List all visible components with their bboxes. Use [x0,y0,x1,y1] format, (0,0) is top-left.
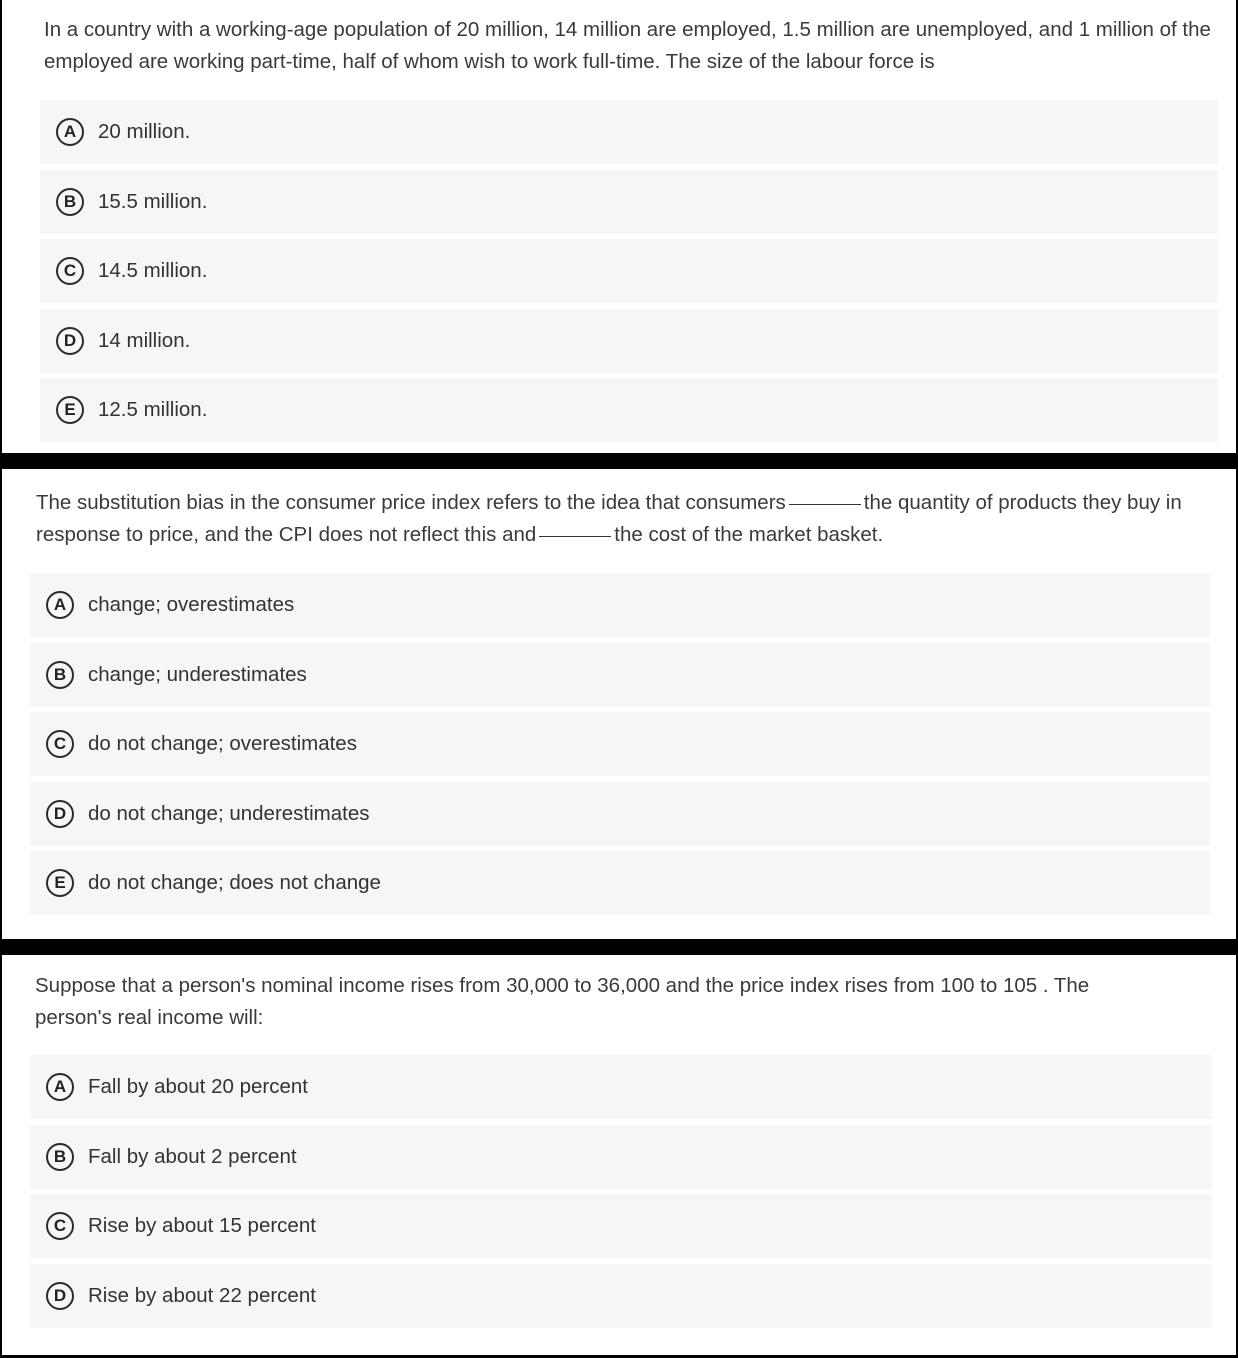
question-1-text: In a country with a working-age population of 20 million, 14 million are employed, 1.5 million are unemployed, and 1 million of the employed are working part-time, half of whom wish to work full-time. The size of the labour force is [44,18,1211,73]
option-q3-d[interactable] [30,1264,1212,1328]
option-letter-badge: D [46,1282,74,1310]
option-q2-c[interactable] [30,712,1210,776]
blank-line [789,504,861,505]
option-label: do not change; does not change [88,871,381,894]
option-letter-badge: A [56,118,84,146]
option-letter-badge: D [46,800,74,828]
option-letter-badge: A [46,591,74,619]
question-2-text-part-1: The substitution bias in the consumer price index refers to the idea that consumers [36,491,786,514]
option-q2-d[interactable] [30,782,1210,846]
option-q3-a[interactable] [30,1055,1212,1119]
option-letter-badge: E [56,396,84,424]
question-panel-1 [0,0,1238,453]
option-q1-c[interactable] [40,239,1218,303]
option-label: Rise by about 22 percent [88,1284,316,1307]
option-letter-badge: B [56,188,84,216]
question-2-text [36,487,1211,551]
option-label: 20 million. [98,120,191,143]
option-q3-c[interactable] [30,1194,1212,1258]
option-letter-badge: A [46,1073,74,1101]
option-q1-a[interactable] [40,100,1218,164]
question-2-text-part-3: the cost of the market basket. [614,523,884,546]
question-3-text: Suppose that a person's nominal income rises from 30,000 to 36,000 and the price index rises from 100 to 105 . The person's real income will: [35,974,1090,1029]
option-q1-e[interactable] [40,378,1218,442]
option-letter-badge: B [46,661,74,689]
option-label: do not change; overestimates [88,732,357,755]
question-panel-2 [0,469,1238,939]
question-2-text-part-2: the quantity of products they buy in response to price, and the CPI does not reflect this and [36,491,1182,546]
option-label: change; underestimates [88,663,307,686]
question-panel-3 [0,955,1238,1355]
option-letter-badge: D [56,327,84,355]
option-q2-b[interactable] [30,643,1210,707]
option-label: change; overestimates [88,593,295,616]
option-letter-badge: C [56,257,84,285]
option-letter-badge: C [46,730,74,758]
option-letter-badge: E [46,869,74,897]
option-q1-b[interactable] [40,170,1218,234]
option-q3-b[interactable] [30,1125,1212,1189]
option-q1-d[interactable] [40,309,1218,373]
option-letter-badge: B [46,1143,74,1171]
option-label: Rise by about 15 percent [88,1214,316,1237]
option-label: Fall by about 2 percent [88,1145,297,1168]
section-divider [0,453,1238,469]
option-label: 14 million. [98,329,191,352]
option-label: Fall by about 20 percent [88,1075,308,1098]
option-q2-a[interactable] [30,573,1210,637]
option-label: 14.5 million. [98,259,208,282]
option-q2-e[interactable] [30,851,1210,915]
option-label: 15.5 million. [98,190,208,213]
option-letter-badge: C [46,1212,74,1240]
option-label: do not change; underestimates [88,802,370,825]
blank-line [539,536,611,537]
option-label: 12.5 million. [98,398,208,421]
section-divider [0,939,1238,955]
